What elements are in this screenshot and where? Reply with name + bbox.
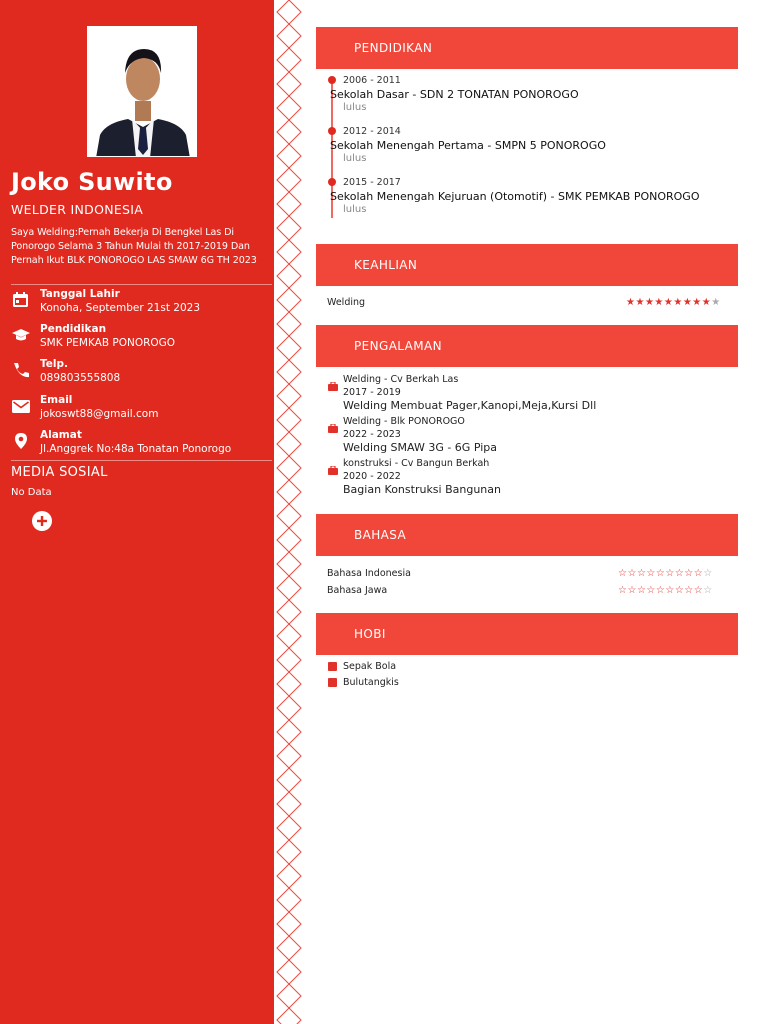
education-status: lulus — [343, 204, 367, 215]
star-filled-icon: ★ — [654, 297, 664, 308]
star-filled-icon: ☆ — [636, 585, 647, 596]
zigzag-border — [274, 0, 304, 1024]
education-school: Sekolah Menengah Pertama - SMPN 5 PONOROGO — [330, 139, 606, 152]
star-filled-icon: ★ — [692, 297, 702, 308]
profile-photo — [87, 26, 197, 157]
education-years: 2006 - 2011 — [343, 75, 401, 86]
timeline-dot — [328, 76, 336, 84]
checkbox-icon — [328, 662, 337, 671]
skill-rating — [626, 298, 721, 308]
info-education — [11, 323, 273, 355]
skill-name: Welding — [327, 297, 366, 308]
info-birth — [11, 288, 273, 320]
star-filled-icon: ★ — [644, 297, 655, 308]
star-filled-icon: ★ — [663, 297, 674, 308]
profile-summary: Saya Welding:Pernah Bekerja Di Bengkel Las Di Ponorogo Selama 3 Tahun Mulai th 2017-2019 Dan Pernah Ikut BLK PONOROGO LAS SMAW 6G TH 2023 — [11, 227, 257, 266]
star-filled-icon: ☆ — [693, 568, 704, 579]
star-filled-icon: ☆ — [655, 568, 666, 579]
star-filled-icon: ★ — [673, 297, 683, 308]
star-filled-icon: ☆ — [646, 568, 656, 579]
star-filled-icon: ☆ — [665, 568, 675, 579]
add-social-button[interactable] — [32, 511, 52, 531]
education-school: Sekolah Dasar - SDN 2 TONATAN PONOROGO — [330, 88, 579, 101]
section-experience-header: PENGALAMAN — [316, 325, 738, 367]
info-birth-label: Tanggal Lahir — [40, 288, 120, 300]
graduation-cap-icon — [11, 326, 31, 344]
hobby-label: Sepak Bola — [343, 661, 397, 672]
info-phone-value: 089803555808 — [40, 372, 121, 384]
star-filled-icon: ☆ — [665, 585, 675, 596]
sidebar-divider — [11, 284, 272, 285]
calendar-icon — [11, 291, 31, 309]
star-filled-icon: ★ — [682, 297, 693, 308]
education-status: lulus — [343, 102, 367, 113]
briefcase-icon — [328, 460, 338, 469]
experience-desc: Welding SMAW 3G - 6G Pipa — [343, 441, 497, 454]
star-filled-icon: ☆ — [627, 568, 637, 579]
media-title: MEDIA SOSIAL — [11, 465, 108, 480]
info-phone — [11, 358, 273, 390]
experience-title: Welding - Blk PONOROGO — [343, 416, 465, 427]
mail-icon — [11, 397, 31, 415]
info-education-value: SMK PEMKAB PONOROGO — [40, 337, 176, 349]
info-email-value: jokoswt88@gmail.com — [40, 408, 159, 420]
section-languages-header: BAHASA — [316, 514, 738, 556]
timeline-dot — [328, 178, 336, 186]
language-rating — [618, 586, 713, 596]
profile-name: Joko Suwito — [11, 168, 173, 196]
media-value: No Data — [11, 487, 52, 498]
experience-desc: Bagian Konstruksi Bangunan — [343, 483, 501, 496]
plus-circle-icon — [32, 511, 52, 531]
info-education-label: Pendidikan — [40, 323, 107, 335]
language-name: Bahasa Jawa — [327, 585, 388, 596]
experience-years: 2020 - 2022 — [343, 471, 401, 482]
star-filled-icon: ☆ — [636, 568, 647, 579]
star-filled-icon: ☆ — [646, 585, 656, 596]
profile-title: WELDER INDONESIA — [11, 202, 144, 217]
language-name: Bahasa Indonesia — [327, 568, 411, 579]
star-empty-icon: ☆ — [703, 568, 713, 579]
education-years: 2015 - 2017 — [343, 177, 401, 188]
checkbox-icon — [328, 678, 337, 687]
experience-years: 2017 - 2019 — [343, 387, 401, 398]
location-pin-icon — [11, 432, 31, 450]
timeline-dot — [328, 127, 336, 135]
info-birth-value: Konoha, September 21st 2023 — [40, 302, 201, 314]
section-skills-header: KEAHLIAN — [316, 244, 738, 286]
phone-icon — [11, 361, 31, 379]
info-phone-label: Telp. — [40, 358, 68, 370]
education-school: Sekolah Menengah Kejuruan (Otomotif) - SMK PEMKAB PONOROGO — [330, 190, 700, 203]
section-education-header: PENDIDIKAN — [316, 27, 738, 69]
sidebar-divider — [11, 460, 272, 461]
info-address-value: Jl.Anggrek No:48a Tonatan Ponorogo — [40, 443, 232, 455]
star-empty-icon: ★ — [711, 297, 721, 308]
info-address — [11, 429, 273, 461]
star-filled-icon: ★ — [635, 297, 645, 308]
briefcase-icon — [328, 376, 338, 385]
star-filled-icon: ☆ — [618, 585, 628, 596]
star-filled-icon: ☆ — [627, 585, 637, 596]
experience-title: konstruksi - Cv Bangun Berkah — [343, 458, 490, 469]
section-hobbies-header: HOBI — [316, 613, 738, 655]
info-address-label: Alamat — [40, 429, 82, 441]
education-years: 2012 - 2014 — [343, 126, 401, 137]
star-filled-icon: ☆ — [674, 568, 685, 579]
star-filled-icon: ☆ — [693, 585, 704, 596]
info-email — [11, 394, 273, 426]
star-filled-icon: ☆ — [684, 585, 694, 596]
education-status: lulus — [343, 153, 367, 164]
experience-years: 2022 - 2023 — [343, 429, 401, 440]
sidebar — [0, 0, 274, 1024]
briefcase-icon — [328, 418, 338, 427]
star-filled-icon: ★ — [626, 297, 636, 308]
experience-title: Welding - Cv Berkah Las — [343, 374, 459, 385]
info-email-label: Email — [40, 394, 73, 406]
star-filled-icon: ★ — [701, 297, 712, 308]
experience-desc: Welding Membuat Pager,Kanopi,Meja,Kursi Dll — [343, 399, 597, 412]
hobby-label: Bulutangkis — [343, 677, 399, 688]
star-filled-icon: ☆ — [655, 585, 666, 596]
star-filled-icon: ☆ — [674, 585, 685, 596]
star-filled-icon: ☆ — [618, 568, 628, 579]
language-rating — [618, 569, 713, 579]
star-filled-icon: ☆ — [684, 568, 694, 579]
star-empty-icon: ☆ — [703, 585, 713, 596]
